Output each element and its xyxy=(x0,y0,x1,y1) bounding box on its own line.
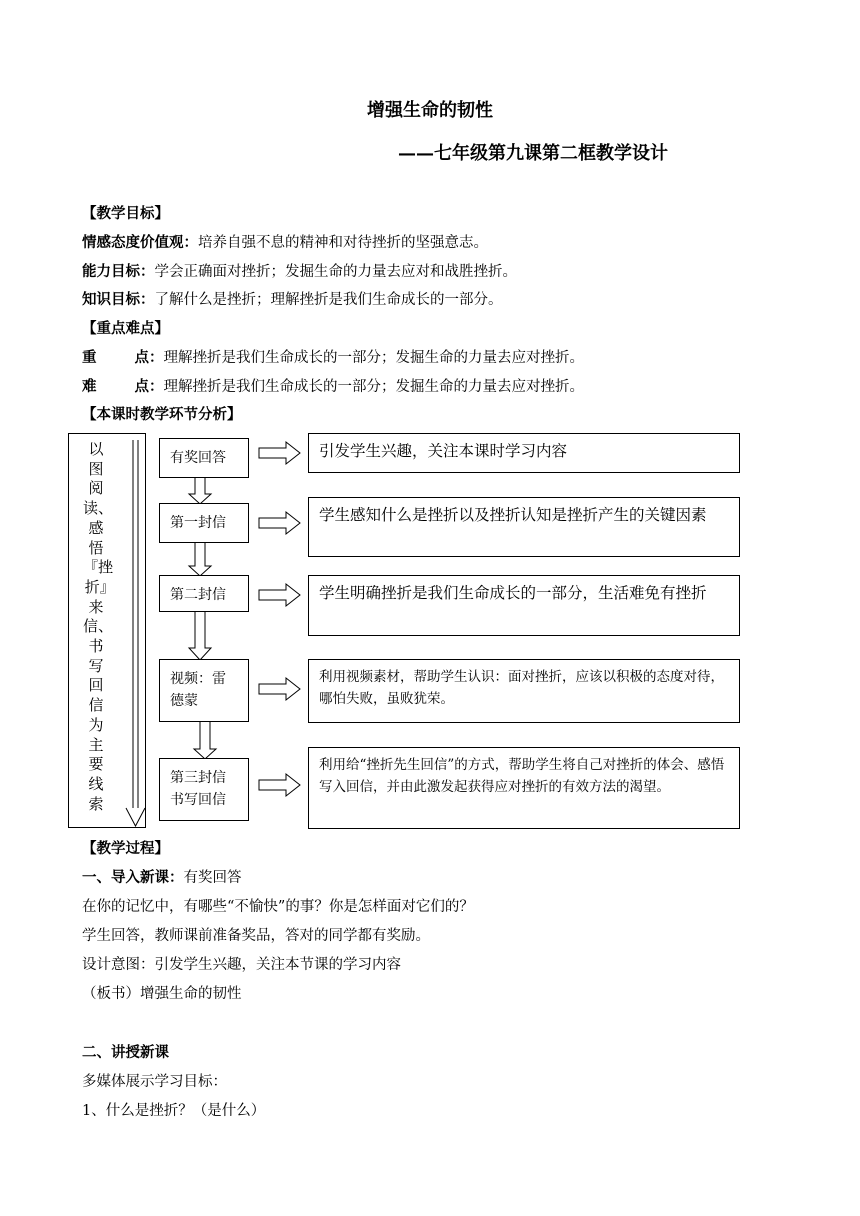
intro-text: 有奖回答 xyxy=(183,870,242,886)
desc-box-4 xyxy=(308,659,740,723)
step-2-desc: 学生感知什么是挫折以及挫折认知是挫折产生的关键因素 xyxy=(319,506,707,524)
process-heading: 【教学过程】 xyxy=(82,840,169,857)
objective-ability-label: 能力目标： xyxy=(82,263,155,280)
down-arrow-3 xyxy=(189,612,211,660)
section2-line-1: 多媒体展示学习目标： xyxy=(82,1074,227,1090)
keypoint-key-label-b: 点： xyxy=(134,349,164,366)
page-title: 增强生命的韧性 xyxy=(367,100,493,121)
section2-line-2: 1、什么是挫折？（是什么） xyxy=(82,1103,266,1119)
objective-knowledge-label: 知识目标： xyxy=(82,291,155,308)
desc-box-1 xyxy=(308,433,740,473)
right-arrow-4 xyxy=(259,678,300,700)
keypoint-difficult-label-b: 点： xyxy=(134,378,164,395)
step-box-3 xyxy=(159,575,249,612)
objectives-heading: 【教学目标】 xyxy=(82,205,169,222)
step-1-label: 有奖回答 xyxy=(170,450,226,466)
objective-ability-text: 学会正确面对挫折；发掘生命的力量去应对和战胜挫折。 xyxy=(154,264,517,280)
intro-label: 一、导入新课： xyxy=(82,869,184,886)
step-box-2 xyxy=(159,503,249,543)
right-arrow-1 xyxy=(259,442,300,464)
step-3-label: 第二封信 xyxy=(170,587,226,603)
right-arrow-3 xyxy=(259,584,300,606)
right-arrow-2 xyxy=(259,512,300,534)
step-3-desc: 学生明确挫折是我们生命成长的一部分，生活难免有挫折 xyxy=(319,584,707,602)
keypoint-difficult-text: 理解挫折是我们生命成长的一部分；发掘生命的力量去应对挫折。 xyxy=(163,379,584,395)
step-box-5 xyxy=(159,758,249,821)
intro-line xyxy=(82,866,242,887)
objective-emotion-label: 情感态度价值观： xyxy=(82,234,198,251)
step-box-4 xyxy=(159,659,249,722)
theme-text: 以图阅读、感悟『挫折』来信、书写回信为主要线索 xyxy=(83,440,114,813)
keypoint-key-label-a: 重 xyxy=(82,349,97,366)
page-subtitle: ——七年级第九课第二框教学设计 xyxy=(398,143,668,164)
down-arrow-2 xyxy=(189,543,211,576)
keypoints-heading: 【重点难点】 xyxy=(82,320,169,337)
desc-box-5 xyxy=(308,747,740,829)
side-arrow xyxy=(126,440,145,826)
right-arrow-5 xyxy=(259,774,300,796)
objective-knowledge-text: 了解什么是挫折；理解挫折是我们生命成长的一部分。 xyxy=(154,292,503,308)
process-line-2: 学生回答，教师课前准备奖品，答对的同学都有奖励。 xyxy=(82,928,430,944)
keypoint-difficult-label-a: 难 xyxy=(82,378,97,395)
process-line-1: 在你的记忆中，有哪些“不愉快”的事？你是怎样面对它们的？ xyxy=(82,899,474,915)
step-5-desc: 利用给“挫折先生回信”的方式，帮助学生将自己对挫折的体会、感悟写入回信，并由此激发起获得应对挫折的有效方法的渴望。 xyxy=(319,757,725,795)
section2-heading: 二、讲授新课 xyxy=(82,1044,169,1061)
keypoint-key-text: 理解挫折是我们生命成长的一部分；发掘生命的力量去应对挫折。 xyxy=(163,350,584,366)
step-2-label: 第一封信 xyxy=(170,515,226,531)
step-4-desc: 利用视频素材，帮助学生认识：面对挫折，应该以积极的态度对待，哪怕失败，虽败犹荣。 xyxy=(319,669,724,707)
step-5-label: 第三封信书写回信 xyxy=(170,770,226,808)
analysis-heading: 【本课时教学环节分析】 xyxy=(82,406,242,423)
step-box-1 xyxy=(159,438,249,478)
step-1-desc: 引发学生兴趣，关注本课时学习内容 xyxy=(319,442,568,460)
down-arrow-4 xyxy=(194,722,216,759)
desc-box-3 xyxy=(308,575,740,636)
objective-emotion-text: 培养自强不息的精神和对待挫折的坚强意志。 xyxy=(198,235,488,251)
process-line-4: （板书）增强生命的韧性 xyxy=(82,986,242,1002)
process-line-3: 设计意图：引发学生兴趣，关注本节课的学习内容 xyxy=(82,957,401,973)
step-4-label: 视频：雷德蒙 xyxy=(170,671,226,709)
desc-box-2 xyxy=(308,497,740,557)
down-arrow-1 xyxy=(189,478,211,504)
